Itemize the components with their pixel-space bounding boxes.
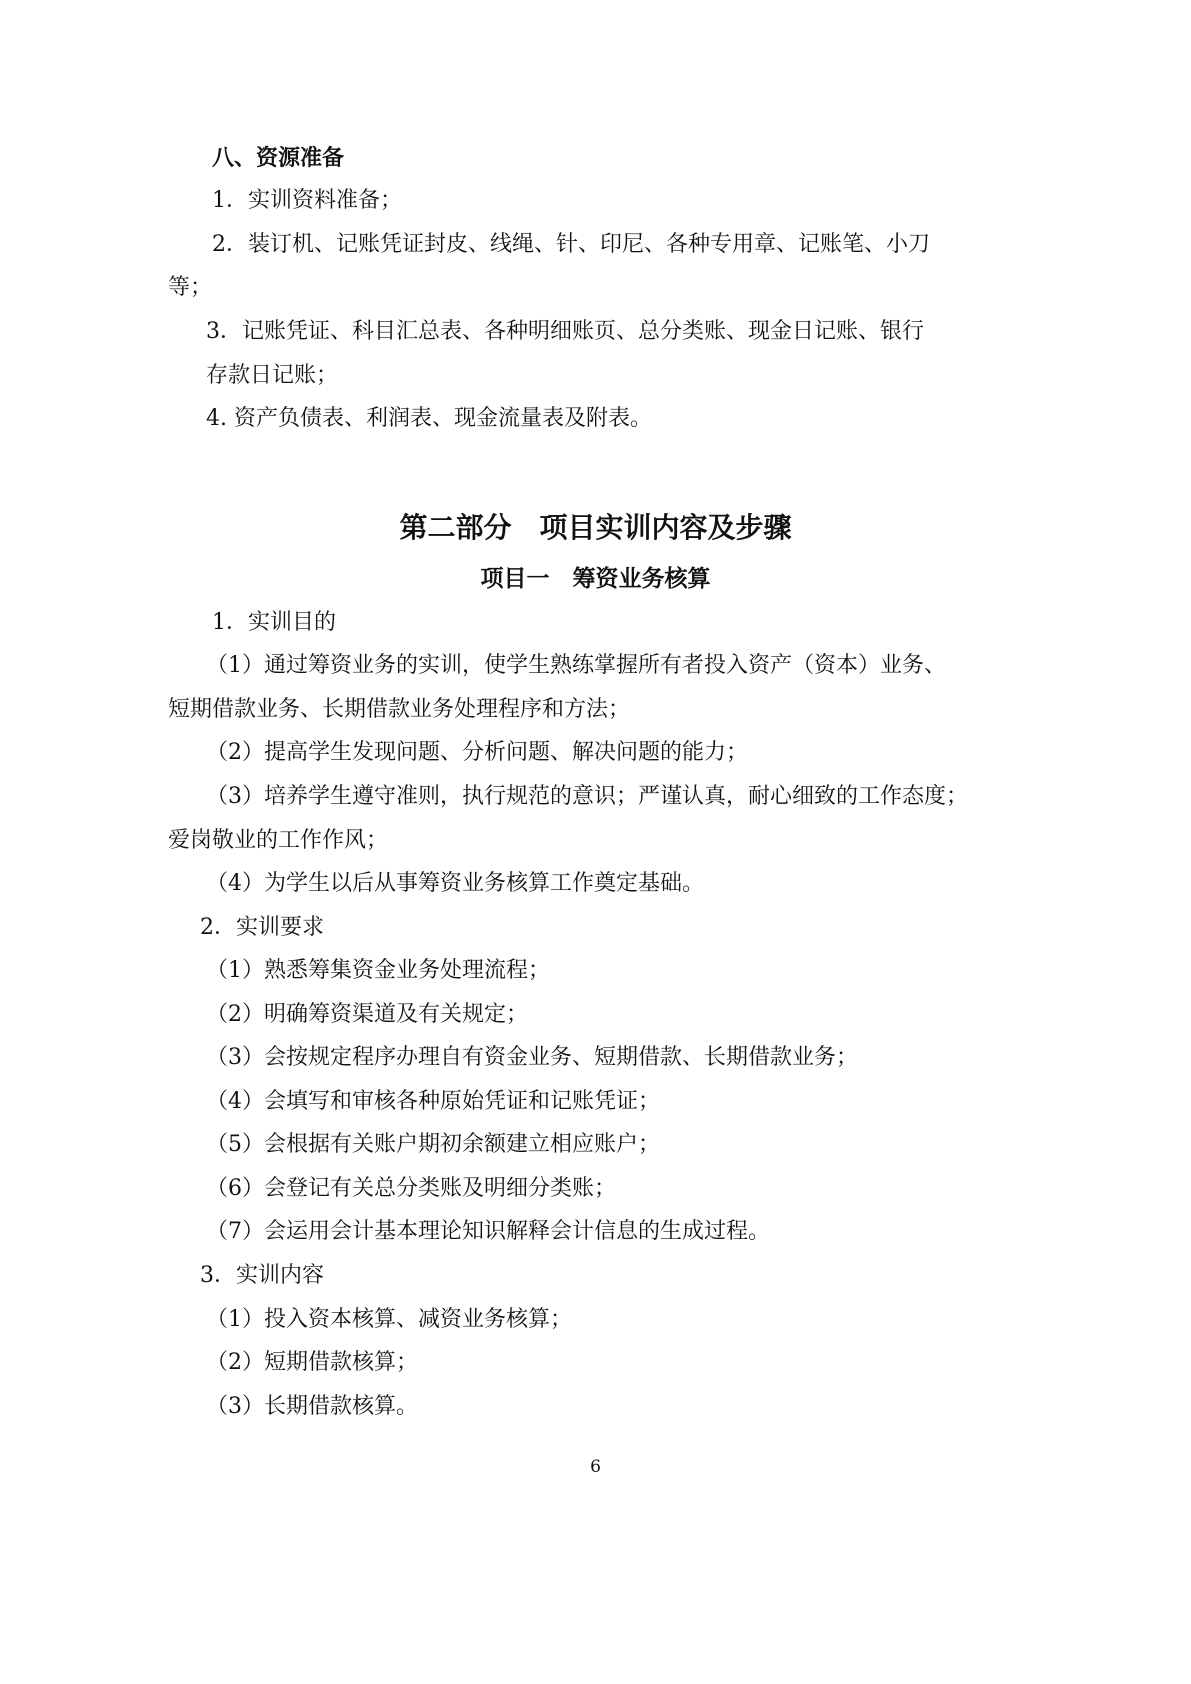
project-title: 项目一 筹资业务核算 bbox=[480, 565, 711, 592]
purpose-line: （1）通过筹资业务的实训，使学生熟练掌握所有者投入资产（资本）业务、 bbox=[206, 653, 946, 678]
purpose-line: （2）提高学生发现问题、分析问题、解决问题的能力； bbox=[206, 740, 748, 765]
purpose-line: （4）为学生以后从事筹资业务核算工作奠定基础。 bbox=[206, 871, 704, 896]
resource-item-2: 2．装订机、记账凭证封皮、线绳、针、印尼、各种专用章、记账笔、小刀 bbox=[212, 232, 930, 257]
content-line: （2）短期借款核算； bbox=[206, 1350, 418, 1375]
purpose-line: （3）培养学生遵守准则，执行规范的意识；严谨认真，耐心细致的工作态度； bbox=[206, 784, 968, 809]
purpose-line: 短期借款业务、长期借款业务处理程序和方法； bbox=[168, 697, 631, 722]
page-number: 6 bbox=[590, 1457, 601, 1477]
resource-item-4: 4. 资产负债表、利润表、现金流量表及附表。 bbox=[206, 406, 652, 431]
requirement-line: （7）会运用会计基本理论知识解释会计信息的生成过程。 bbox=[206, 1219, 770, 1244]
requirement-line: （1）熟悉筹集资金业务处理流程； bbox=[206, 958, 550, 983]
requirements-heading: 2．实训要求 bbox=[200, 915, 324, 940]
resource-item-3: 3．记账凭证、科目汇总表、各种明细账页、总分类账、现金日记账、银行 bbox=[206, 319, 924, 344]
content-line: （1）投入资本核算、减资业务核算； bbox=[206, 1307, 572, 1332]
requirement-line: （3）会按规定程序办理自有资金业务、短期借款、长期借款业务； bbox=[206, 1045, 858, 1070]
requirement-line: （2）明确筹资渠道及有关规定； bbox=[206, 1002, 528, 1027]
resource-item-1: 1．实训资料准备； bbox=[212, 188, 402, 213]
purpose-heading: 1．实训目的 bbox=[212, 610, 336, 635]
content-line: （3）长期借款核算。 bbox=[206, 1394, 418, 1419]
requirement-line: （6）会登记有关总分类账及明细分类账； bbox=[206, 1176, 616, 1201]
requirement-line: （4）会填写和审核各种原始凭证和记账凭证； bbox=[206, 1089, 660, 1114]
resource-item-3-cont: 存款日记账； bbox=[206, 363, 339, 388]
part-title: 第二部分 项目实训内容及步骤 bbox=[399, 511, 792, 544]
section-heading-resources: 八、资源准备 bbox=[212, 145, 345, 171]
purpose-line: 爱岗敬业的工作作风； bbox=[168, 828, 389, 853]
content-heading: 3．实训内容 bbox=[200, 1263, 324, 1288]
resource-item-2-cont: 等； bbox=[168, 275, 213, 300]
requirement-line: （5）会根据有关账户期初余额建立相应账户； bbox=[206, 1132, 660, 1157]
